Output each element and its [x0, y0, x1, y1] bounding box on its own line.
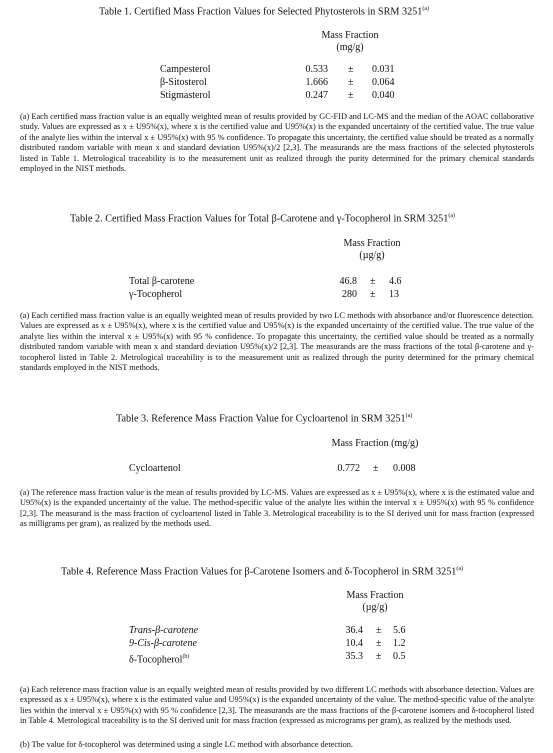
row-name: Total β-carotene: [129, 276, 195, 287]
row-value: 280: [342, 289, 357, 300]
table4-note-a: (a) Each reference mass fraction value is an equally weighted mean of results provided by two different LC methods with absorbance detection. Values are expressed as x ± U95%(x), where x is the estimated value and U95%(x) is the expanded uncertainty of the value. The method-specific value of the analyte lies within the interval x ± U95%(x) with 95 % confidence [2,3]. The measurands are the mass fractions of the β-carotene isomers and δ-tocopherol listed in Table 4. Metrological traceability is to the SI derived unit for mass fraction (expressed as micrograms per gram), as realized by the methods used.: [20, 685, 534, 726]
row-value: 0.533: [305, 64, 328, 75]
row-uncertainty: 0.064: [372, 77, 395, 88]
table4-header: Mass Fraction (µg/g): [346, 590, 404, 613]
row-value: 46.8: [339, 276, 357, 287]
row-plus-minus: ±: [348, 64, 354, 75]
row-value: 36.4: [345, 625, 363, 636]
row-value: 35.3: [345, 651, 363, 662]
row-plus-minus: ±: [370, 289, 376, 300]
row-name: δ-Tocopherol$^{(b)}$: [129, 654, 190, 666]
row-name: γ-Tocopherol: [129, 289, 183, 300]
row-plus-minus: ±: [376, 651, 382, 662]
table1-header: Mass Fraction (mg/g): [321, 30, 379, 53]
row-uncertainty: 4.6: [389, 276, 402, 287]
row-plus-minus: ±: [373, 463, 379, 474]
table4-note-b: (b) The value for δ-tocopherol was determined using a single LC method with absorbance detection.: [20, 740, 353, 749]
row-uncertainty: 0.031: [372, 64, 395, 75]
row-name: Cycloartenol: [129, 463, 181, 474]
row-footnote-mark: (b): [182, 654, 190, 660]
row-uncertainty: 0.040: [372, 90, 395, 101]
table3-note: (a) The reference mass fraction value is the mean of results provided by LC-MS. Values are expressed as x ± U95%(x), where x is the estimated value and U95%(x) is the expanded uncertainty of the value. The method-specific value of the analyte lies within the interval x ± U95%(x) with 95 % confidence [2,3]. The measurand is the mass fraction of cycloartenol listed in Table 3. Metrological traceability is to the SI derived unit for mass fraction (expressed as milligrams per gram), as realized by the methods used.: [20, 488, 534, 529]
table2-title: Table 2. Certified Mass Fraction Values for Total β-Carotene and γ-Tocopherol in SRM 3251$^{(a)}$: [70, 213, 456, 225]
row-plus-minus: ±: [370, 276, 376, 287]
row-plus-minus: ±: [376, 625, 382, 636]
table3-header: Mass Fraction (mg/g): [331, 438, 419, 449]
row-plus-minus: ±: [348, 77, 354, 88]
row-value: 10.4: [345, 638, 363, 649]
row-value: 0.247: [305, 90, 328, 101]
row-plus-minus: ±: [376, 638, 382, 649]
table4-title: Table 4. Reference Mass Fraction Values for β-Carotene Isomers and δ-Tocopherol in SRM 3251$^{(a)}$: [61, 566, 464, 578]
row-value: 1.666: [305, 77, 328, 88]
row-value: 0.772: [337, 463, 360, 474]
row-name: Campesterol: [160, 64, 211, 75]
row-name: Trans-β-carotene: [129, 625, 199, 636]
row-name: 9-Cis-β-carotene: [129, 638, 197, 649]
table1-note: (a) Each certified mass fraction value is an equally weighted mean of results provided by GC-FID and LC-MS and the median of the AOAC collaborative study. Values are expressed as x ± U95%(x), where x is the certified value and U95%(x) is the expanded uncertainty of the certified value. The true value of the analyte lies within the interval x ± U95%(x) with 95 % confidence. To propagate this uncertainty, the certified value should be treated as a normally distributed random variable with mean x and standard deviation U95%(x)/2 [2,3]. The measurands are the mass fractions of the selected phytosterols listed in Table 1. Metrological traceability is to the measurement unit as realized through the purity determined for the primary chemical standards employed in the NIST methods.: [20, 112, 534, 174]
row-name: Stigmasterol: [160, 90, 211, 101]
row-plus-minus: ±: [348, 90, 354, 101]
row-uncertainty: 0.5: [393, 651, 406, 662]
table1-title: Table 1. Certified Mass Fraction Values for Selected Phytosterols in SRM 3251$^{(a)}$: [99, 6, 430, 18]
table2-header: Mass Fraction (µg/g): [343, 238, 401, 261]
row-name: β-Sitosterol: [160, 77, 207, 88]
table2-note: (a) Each certified mass fraction value is an equally weighted mean of results provided by two LC methods with absorbance and/or fluorescence detection. Values are expressed as x ± U95%(x), where x is the certified value and U95%(x) is the expanded uncertainty of the certified value. The true value of the analyte lies within the interval x ± U95%(x) with 95 % confidence. To propagate this uncertainty, the certified value should be treated as a normally distributed random variable with mean x and standard deviation U95%(x)/2 [2,3]. The measurands are the mass fractions of the total β-carotene and γ-tocopherol listed in Table 2. Metrological traceability is to the measurement unit as realized through the purity determined for the primary chemical standards employed in the NIST methods.: [20, 311, 534, 373]
row-uncertainty: 5.6: [393, 625, 406, 636]
row-uncertainty: 13: [389, 289, 399, 300]
row-uncertainty: 1.2: [393, 638, 406, 649]
table3-title: Table 3. Reference Mass Fraction Value for Cycloartenol in SRM 3251$^{(a)}$: [116, 413, 413, 425]
row-uncertainty: 0.008: [393, 463, 416, 474]
